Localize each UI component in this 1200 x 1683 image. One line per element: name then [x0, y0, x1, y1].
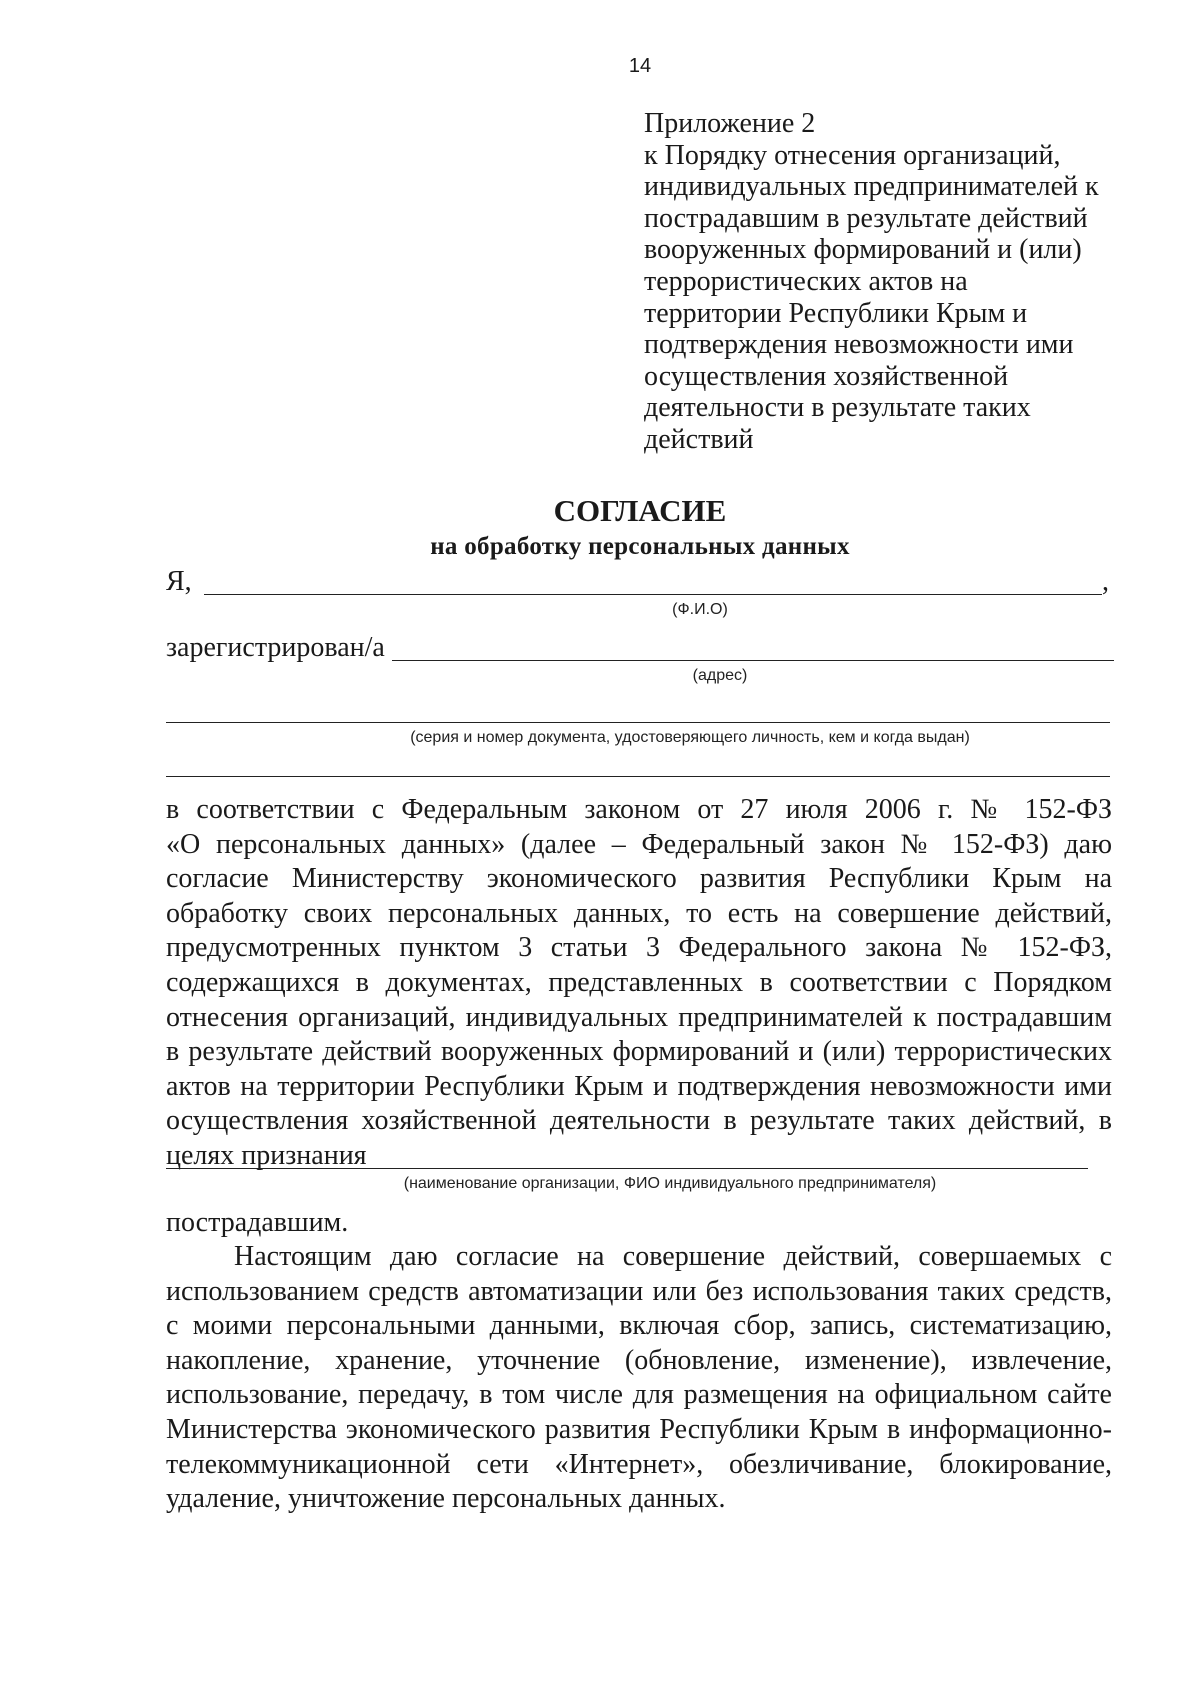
appendix-line: к Порядку отнесения организаций, [644, 139, 1061, 171]
paragraph-line: целях признания [166, 1139, 367, 1171]
paragraph-line: Министерства экономического развития Республики Крым в информационно- [166, 1413, 1112, 1445]
appendix-header [644, 108, 1124, 456]
paragraph-line: с моими персональными данными, включая сбор, запись, систематизацию, [166, 1310, 1112, 1342]
address-field-line[interactable] [392, 660, 1114, 661]
paragraph-line: в соответствии с Федеральным законом от 27 июля 2006 г. № 152-ФЗ [166, 794, 1112, 825]
appendix-line: деятельности в результате таких [644, 392, 1031, 424]
paragraph-line: содержащихся в документах, представленных в соответствии с Порядком [166, 966, 1112, 998]
appendix-line: Приложение 2 [644, 108, 816, 139]
appendix-line: индивидуальных предпринимателей к [644, 171, 1099, 203]
paragraph-line: отнесения организаций, индивидуальных предпринимателей к пострадавшим [166, 1001, 1112, 1033]
paragraph-line: «О персональных данных» (далее – Федеральный закон № 152-ФЗ) даю [166, 828, 1112, 860]
paragraph-line: осуществления хозяйственной деятельности в результате таких действий, в [166, 1105, 1112, 1137]
paragraph-line: телекоммуникационной сети «Интернет», обезличивание, блокирование, [166, 1448, 1112, 1480]
appendix-line: террористических актов на [644, 265, 968, 297]
consent-paragraph-2 [166, 1240, 1112, 1517]
document-caption: (серия и номер документа, удостоверяющего личность, кем и когда выдан) [410, 729, 970, 746]
paragraph-line: согласие Министерству экономического развития Республики Крым на [166, 863, 1112, 895]
paragraph-line: использованием средств автоматизации или без использования таких средств, [166, 1275, 1112, 1307]
paragraph-line: удаление, уничтожение персональных данных. [166, 1483, 726, 1515]
paragraph-line: использование, передачу, в том числе для размещения на официальном сайте [166, 1379, 1112, 1411]
address-caption: (адрес) [692, 667, 748, 684]
document-field-line-2[interactable] [166, 776, 1110, 777]
name-prefix: Я, [166, 566, 192, 597]
appendix-line: подтверждения невозможности ими [644, 329, 1074, 361]
name-suffix: , [1102, 566, 1109, 597]
paragraph-line: обработку своих персональных данных, то есть на совершение действий, [166, 897, 1112, 929]
paragraph-line: предусмотренных пунктом 3 статьи 3 Федерального закона № 152-ФЗ, [166, 932, 1112, 964]
appendix-line: территории Республики Крым и [644, 297, 1028, 329]
registered-label: зарегистрирован/а [166, 632, 385, 663]
paragraph-line: в результате действий вооруженных формирований и (или) террористических [166, 1036, 1112, 1068]
appendix-line: действий [644, 423, 754, 455]
victim-word: пострадавшим. [166, 1207, 349, 1238]
paragraph-line: накопление, хранение, уточнение (обновление, изменение), извлечение, [166, 1344, 1112, 1376]
name-caption: (Ф.И.О) [672, 601, 728, 618]
document-title: СОГЛАСИЕ [553, 493, 727, 528]
consent-paragraph-1 [166, 793, 1112, 1174]
appendix-line: вооруженных формирований и (или) [644, 234, 1082, 266]
appendix-line: осуществления хозяйственной [644, 360, 1009, 392]
organization-field-line[interactable] [166, 1168, 1088, 1169]
appendix-line: пострадавшим в результате действий [644, 202, 1088, 234]
document-subtitle: на обработку персональных данных [430, 533, 850, 560]
name-field-line[interactable] [204, 594, 1102, 595]
paragraph-line: актов на территории Республики Крым и подтверждения невозможности ими [166, 1070, 1112, 1102]
organization-caption: (наименование организации, ФИО индивидуального предпринимателя) [403, 1175, 937, 1192]
paragraph-line: Настоящим даю согласие на совершение действий, совершаемых с [234, 1241, 1112, 1272]
page-number: 14 [628, 55, 652, 77]
document-field-line[interactable] [166, 722, 1110, 723]
